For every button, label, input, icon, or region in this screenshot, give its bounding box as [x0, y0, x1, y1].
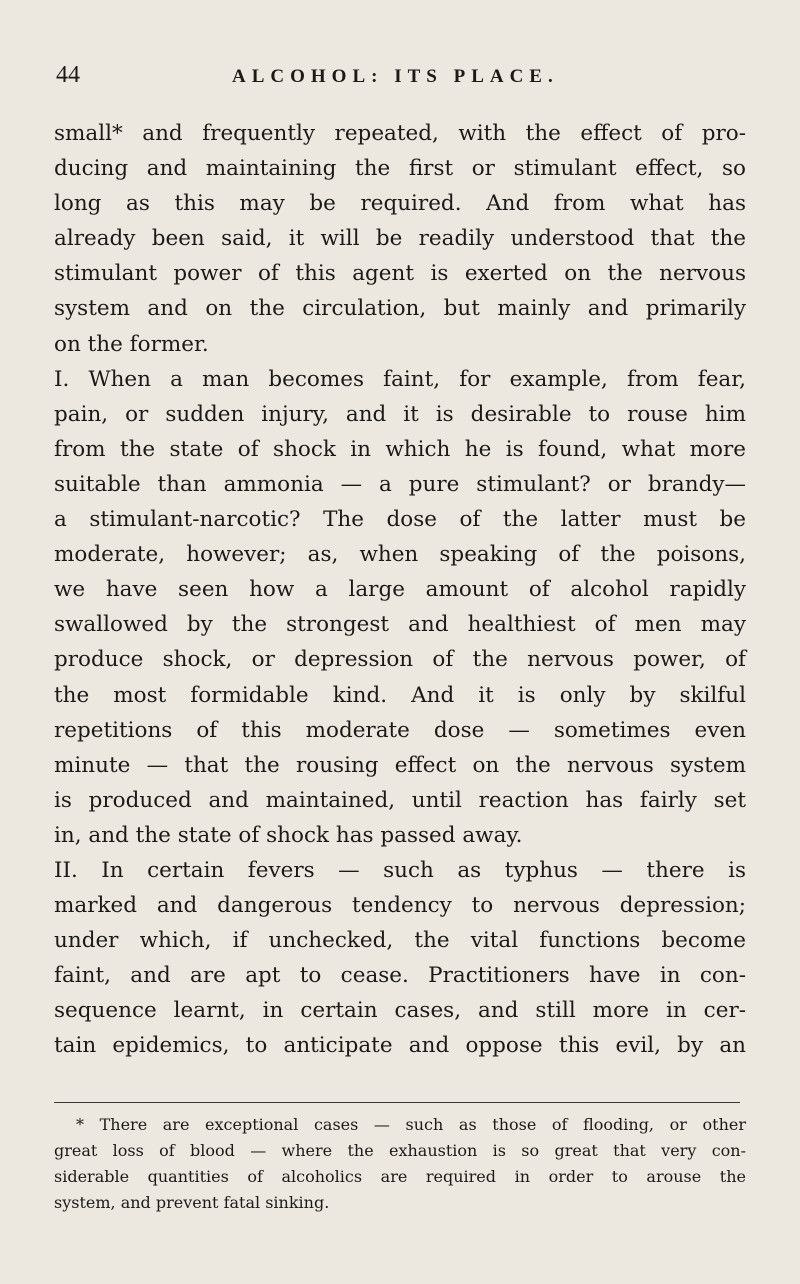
footnote-line: siderable quantities of alcoholics are required in order to arouse the [54, 1167, 746, 1186]
page-header [56, 62, 746, 92]
text-line: small* and frequently repeated, with the effect of pro- [54, 121, 746, 146]
text-line: long as this may be required. And from what has [54, 191, 746, 217]
footnote-line: great loss of blood — where the exhaustion is so great that very con- [54, 1141, 746, 1160]
text-line: minute — that the rousing effect on the nervous system [54, 752, 746, 778]
text-line: II. In certain fevers — such as typhus — there is [54, 857, 746, 883]
text-line: ducing and maintaining the first or stimulant effect, so [54, 156, 746, 182]
text-line: marked and dangerous tendency to nervous depression; [54, 893, 746, 919]
text-line: produce shock, or depression of the nervous power, of [54, 647, 746, 673]
page-number: 44 [56, 62, 80, 88]
text-line: is produced and maintained, until reaction has fairly set [54, 787, 746, 813]
text-line: system and on the circulation, but mainly and primarily [54, 296, 746, 322]
text-line: pain, or sudden injury, and it is desirable to rouse him [54, 401, 746, 427]
text-line: we have seen how a large amount of alcohol rapidly [54, 577, 746, 603]
running-head: ALCOHOL: ITS PLACE. [232, 66, 559, 87]
footnote-line: system, and prevent fatal sinking. [54, 1193, 330, 1212]
text-line: in, and the state of shock has passed away. [54, 822, 523, 848]
text-line: under which, if unchecked, the vital functions become [54, 928, 746, 954]
text-line: moderate, however; as, when speaking of the poisons, [54, 542, 746, 568]
text-line: sequence learnt, in certain cases, and still more in cer- [54, 998, 746, 1024]
text-line: faint, and are apt to cease. Practitioners have in con- [54, 963, 746, 989]
text-line: the most formidable kind. And it is only by skilful [54, 682, 746, 708]
text-line: tain epidemics, to anticipate and oppose this evil, by an [54, 1033, 746, 1059]
text-line: already been said, it will be readily understood that the [54, 226, 746, 252]
text-line: a stimulant-narcotic? The dose of the latter must be [54, 507, 746, 533]
text-line: on the former. [54, 331, 209, 357]
text-line: from the state of shock in which he is found, what more [54, 436, 746, 462]
text-line: I. When a man becomes faint, for example, from fear, [54, 366, 746, 392]
text-line: suitable than ammonia — a pure stimulant? or brandy— [54, 471, 746, 497]
footnote [54, 1112, 746, 1216]
text-line: repetitions of this moderate dose — sometimes even [54, 717, 746, 743]
text-line: swallowed by the strongest and healthiest of men may [54, 612, 746, 638]
footnote-divider [54, 1102, 740, 1103]
text-line: stimulant power of this agent is exerted on the nervous [54, 261, 746, 287]
body-text [54, 116, 746, 1064]
footnote-line: * There are exceptional cases — such as those of flooding, or other [76, 1115, 746, 1134]
